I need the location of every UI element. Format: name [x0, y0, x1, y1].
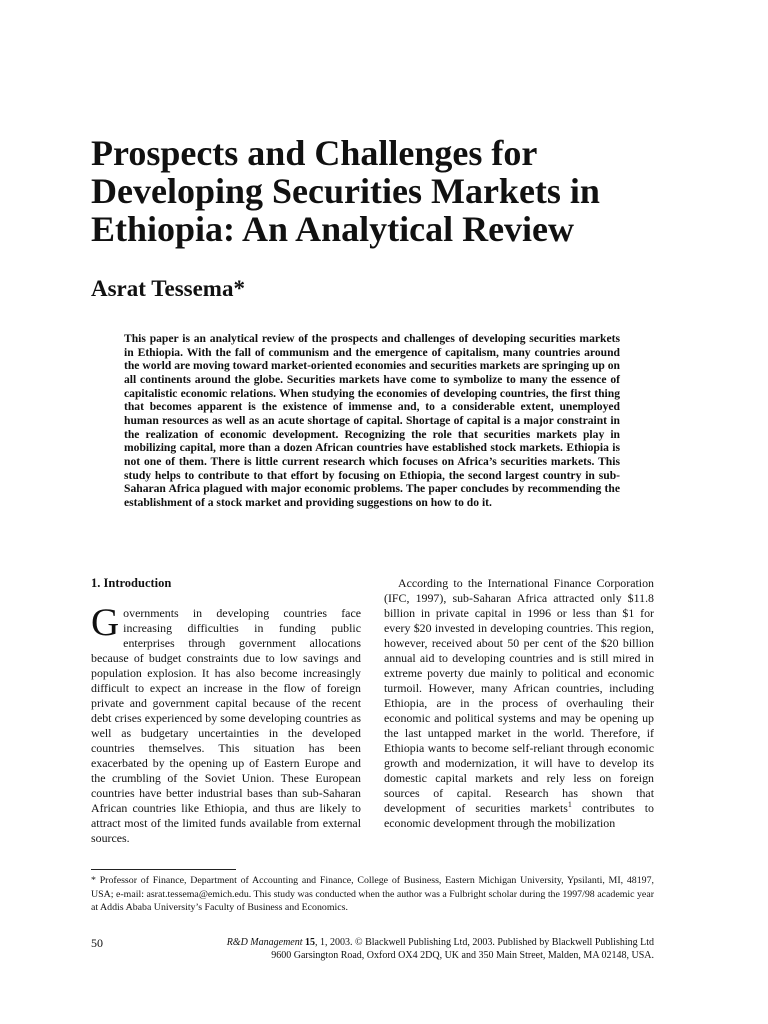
drop-cap: G	[91, 601, 120, 644]
right-column	[384, 576, 654, 831]
footnote-divider	[91, 869, 236, 870]
section-heading-introduction: 1. Introduction	[91, 576, 172, 590]
publisher-address: 9600 Garsington Road, Oxford OX4 2DQ, UK and 350 Main Street, Malden, MA 02148, USA.	[271, 950, 654, 961]
page-number: 50	[91, 936, 103, 950]
author-name: Asrat Tessema*	[91, 276, 245, 301]
journal-citation	[160, 936, 654, 962]
author-footnote: * Professor of Finance, Department of Accounting and Finance, College of Business, Eastern Michigan University, Ypsilanti, MI, 48197, USA; e-mail: asrat.tessema@emich.edu. This study was conducted when the author was a Fulbright scholar during the 1997/98 academic year at Addis Ababa University’s Faculty of Business and Economics.	[91, 875, 654, 913]
intro-paragraph-1	[91, 601, 361, 846]
paper-title: Prospects and Challenges for Developing Securities Markets in Ethiopia: An Analytical Review	[91, 133, 600, 249]
footnote-ref-1: 1	[567, 800, 572, 810]
left-column	[91, 576, 361, 846]
abstract: This paper is an analytical review of the prospects and challenges of developing securities markets in Ethiopia. With the fall of communism and the emergence of capitalism, many countries around the world are moving toward market-oriented economies and securities markets are springing up on all continents around the globe. Securities markets have come to symbolize to many the essence of capitalistic economic relations. When studying the economies of developing countries, the first thing that becomes apparent is the existence of immense and, to a considerable extent, unemployed human resources as well as an acute shortage of capital. Shortage of capital is a major constraint in the realization of economic development. Recognizing the role that securities markets play in mobilizing capital, more than a dozen African countries have established stock markets. Ethiopia is not one of them. There is little current research which focuses on Africa’s securities markets. This study helps to contribute to that effort by focusing on Ethiopia, the second largest country in sub-Saharan Africa plagued with major economic problems. The paper concludes by recommending the establishment of a stock market and providing suggestions on how to do it.	[124, 332, 620, 509]
journal-volume: 15	[305, 937, 316, 948]
journal-citation-rest: , 1, 2003. © Blackwell Publishing Ltd, 2003. Published by Blackwell Publishing Ltd	[315, 937, 654, 948]
journal-name: R&D Management	[226, 937, 303, 948]
intro-paragraph-1-text: overnments in developing countries face increasing difficulties in funding public enterprises through government allocations because of budget constraints due to low savings and population explosion. It has also become increasingly difficult to expect an increase in the flow of foreign private and government capital because of the recent debt crises experienced by some developing countries as well as budgetary uncertainties in the developed countries themselves. This situation has been exacerbated by the opening up of Eastern Europe and the crumbling of the Soviet Union. These European countries have better industrial bases than sub-Saharan African countries like Ethiopia, and thus are likely to attract most of the limited funds available from external sources.	[91, 606, 361, 845]
intro-paragraph-2-tail: contributes to economic development through the mobilization	[384, 801, 654, 830]
intro-paragraph-2	[384, 576, 654, 831]
intro-paragraph-2-text: According to the International Finance Corporation (IFC, 1997), sub-Saharan Africa attracted only $11.8 billion in private capital in 1996 or less than $1 for every $20 invested in developing countries. This region, however, received about 50 per cent of the $20 billion annual aid to developing countries and is still mired in extreme poverty due mainly to political and economic turmoil. However, many African countries, including Ethiopia, are in the process of overhauling their economic and political systems and may be opening up the last untapped market in the world. Therefore, if Ethiopia wants to become self-reliant through economic growth and modernization, it will have to develop its domestic capital markets and rely less on foreign sources of capital. Research has shown that development of securities markets	[384, 576, 654, 815]
